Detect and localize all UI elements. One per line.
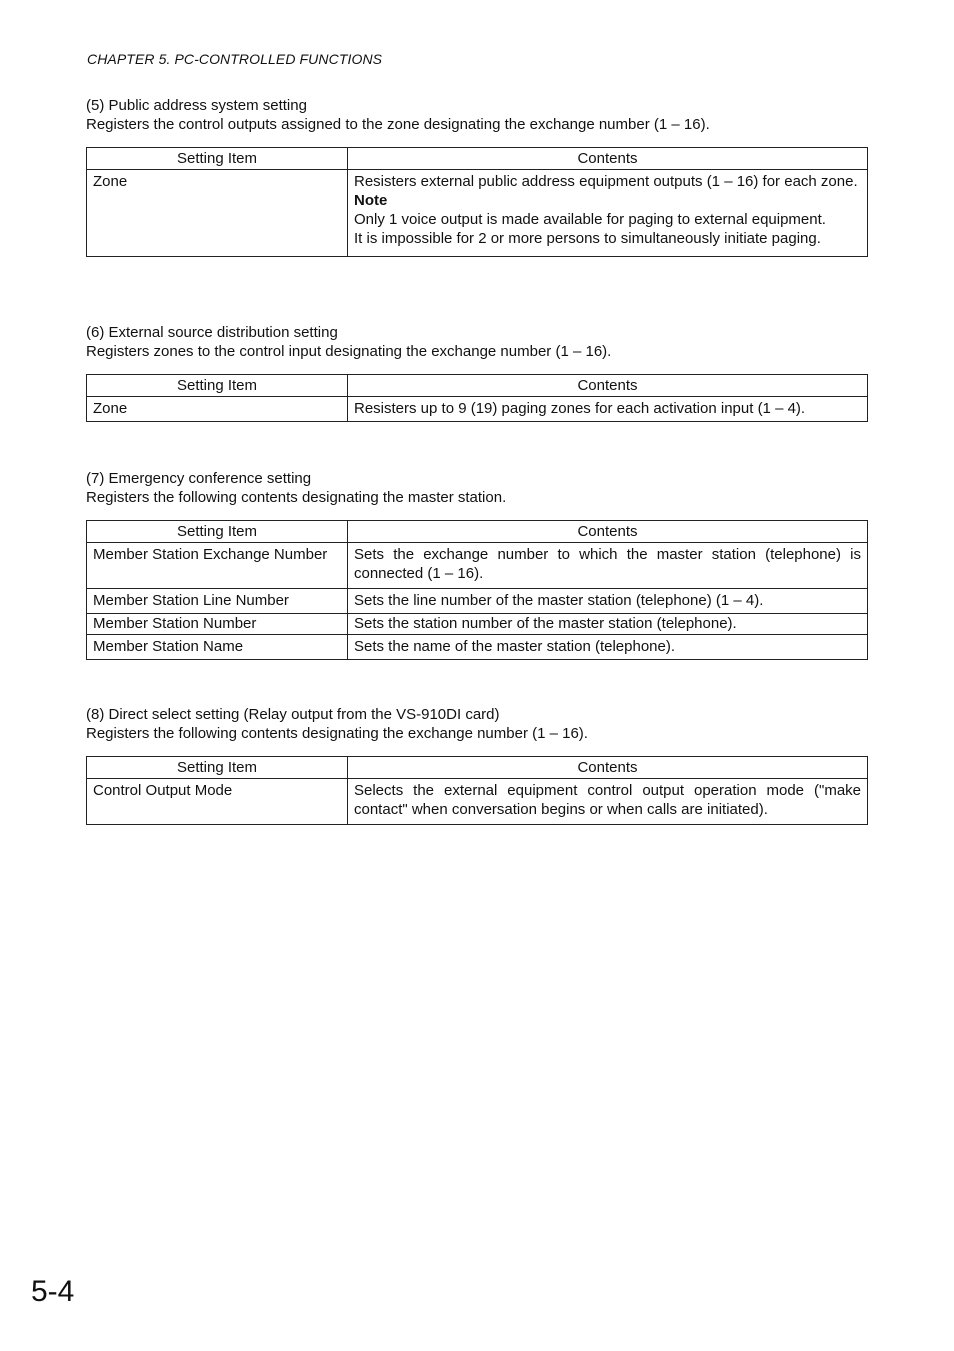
section-title: (7) Emergency conference setting [86, 470, 312, 487]
section-description: Registers zones to the control input designating the exchange number (1 – 16). [86, 343, 612, 360]
table-header-row [87, 521, 868, 543]
settings-table [86, 147, 868, 257]
setting-item-cell: Member Station Exchange Number [87, 543, 348, 589]
setting-item-cell: Member Station Line Number [87, 589, 348, 614]
header-setting-item: Setting Item [87, 375, 348, 397]
table-row [87, 779, 868, 825]
settings-table [86, 756, 868, 825]
table-row [87, 170, 868, 257]
table-row [87, 614, 868, 635]
page-number: 5-4 [31, 1275, 75, 1308]
setting-item-cell: Member Station Number [87, 614, 348, 635]
setting-item-cell: Zone [87, 170, 348, 257]
settings-table [86, 520, 868, 660]
contents-cell: Sets the station number of the master station (telephone). [348, 614, 868, 635]
note-line: It is impossible for 2 or more persons to simultaneously initiate paging. [354, 230, 821, 247]
section-direct-select [86, 705, 868, 825]
contents-cell: Resisters up to 9 (19) paging zones for each activation input (1 – 4). [348, 397, 868, 422]
table-row [87, 589, 868, 614]
contents-cell: Sets the exchange number to which the master station (telephone) is connected (1 – 16). [348, 543, 868, 589]
table-row [87, 543, 868, 589]
note-line: Only 1 voice output is made available for paging to external equipment. [354, 211, 826, 228]
contents-text: Resisters external public address equipment outputs (1 – 16) for each zone. [354, 173, 858, 190]
section-description: Registers the following contents designating the exchange number (1 – 16). [86, 725, 588, 742]
section-title: (5) Public address system setting [86, 97, 307, 114]
table-header-row [87, 757, 868, 779]
header-setting-item: Setting Item [87, 521, 348, 543]
header-contents: Contents [348, 757, 868, 779]
header-contents: Contents [348, 375, 868, 397]
section-title: (6) External source distribution setting [86, 324, 338, 341]
setting-item-cell: Zone [87, 397, 348, 422]
settings-table [86, 374, 868, 422]
contents-cell: Selects the external equipment control output operation mode ("make contact" when conversation begins or when calls are initiated). [348, 779, 868, 825]
section-title: (8) Direct select setting (Relay output from the VS-910DI card) [86, 706, 500, 723]
header-contents: Contents [348, 521, 868, 543]
section-description: Registers the control outputs assigned to the zone designating the exchange number (1 – 16). [86, 116, 710, 133]
table-row [87, 397, 868, 422]
section-description: Registers the following contents designating the master station. [86, 489, 507, 506]
header-setting-item: Setting Item [87, 757, 348, 779]
table-header-row [87, 375, 868, 397]
header-contents: Contents [348, 148, 868, 170]
section-emergency-conference [86, 469, 868, 660]
table-row [87, 635, 868, 660]
header-setting-item: Setting Item [87, 148, 348, 170]
contents-cell: Sets the line number of the master station (telephone) (1 – 4). [348, 589, 868, 614]
table-header-row [87, 148, 868, 170]
chapter-header: CHAPTER 5. PC-CONTROLLED FUNCTIONS [87, 51, 383, 67]
setting-item-cell: Member Station Name [87, 635, 348, 660]
contents-cell [348, 170, 868, 257]
section-public-address [86, 96, 868, 257]
section-external-source [86, 323, 868, 422]
setting-item-cell: Control Output Mode [87, 779, 348, 825]
contents-cell: Sets the name of the master station (telephone). [348, 635, 868, 660]
note-label: Note [354, 192, 388, 209]
